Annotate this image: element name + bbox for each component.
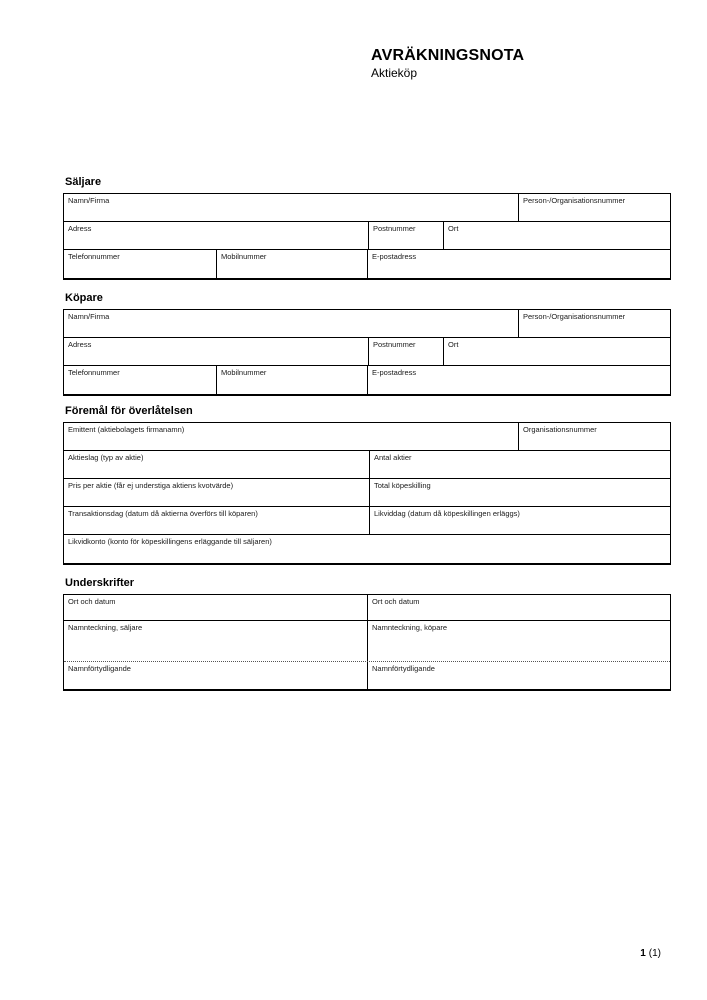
- foremal-transaktionsdag-label: Transaktionsdag (datum då aktierna överförs till köparen): [68, 509, 258, 518]
- foremal-emittent-label: Emittent (aktiebolagets firmanamn): [68, 425, 185, 434]
- table-row: [64, 507, 670, 535]
- kopare-telefon-label: Telefonnummer: [68, 368, 120, 377]
- table-row: [64, 194, 670, 222]
- kopare-person-org-field[interactable]: [519, 310, 670, 337]
- saljare-mobil-label: Mobilnummer: [221, 252, 267, 261]
- ort-datum-saljare-field[interactable]: [64, 595, 368, 620]
- namnfortydligande-saljare-label: Namnförtydligande: [68, 664, 131, 673]
- kopare-mobil-field[interactable]: [217, 366, 368, 394]
- saljare-adress-label: Adress: [68, 224, 92, 233]
- kopare-namn-firma-label: Namn/Firma: [68, 312, 110, 321]
- page-number-current: 1: [640, 948, 646, 959]
- foremal-aktieslag-field[interactable]: [64, 451, 370, 478]
- foremal-heading: Föremål för överlåtelsen: [65, 405, 193, 417]
- saljare-ort-field[interactable]: [444, 222, 670, 249]
- document-subtitle: Aktieköp: [371, 66, 418, 80]
- namnfortydligande-saljare-field[interactable]: [64, 662, 368, 689]
- namnteckning-saljare-field[interactable]: [64, 621, 368, 661]
- foremal-table: [63, 422, 671, 565]
- saljare-epost-label: E-postadress: [372, 252, 417, 261]
- foremal-orgnr-field[interactable]: [519, 423, 670, 450]
- foremal-likviddag-label: Likviddag (datum då köpeskillingen erläggs): [374, 509, 520, 518]
- foremal-likvidkonto-field[interactable]: [64, 535, 670, 563]
- saljare-person-org-label: Person-/Organisationsnummer: [523, 196, 626, 205]
- table-row: [64, 222, 670, 250]
- section-saljare: [63, 176, 671, 280]
- foremal-antal-aktier-field[interactable]: [370, 451, 670, 478]
- kopare-table: [63, 309, 671, 396]
- saljare-ort-label: Ort: [448, 224, 459, 233]
- kopare-heading: Köpare: [65, 292, 103, 304]
- foremal-likvidkonto-label: Likvidkonto (konto för köpeskillingens erläggande till säljaren): [68, 537, 272, 546]
- table-row: [64, 310, 670, 338]
- foremal-aktieslag-label: Aktieslag (typ av aktie): [68, 453, 144, 462]
- saljare-mobil-field[interactable]: [217, 250, 368, 278]
- underskrifter-heading: Underskrifter: [65, 577, 135, 589]
- page-number: [640, 948, 661, 960]
- namnteckning-kopare-field[interactable]: [368, 621, 670, 661]
- saljare-postnummer-field[interactable]: [369, 222, 444, 249]
- saljare-table: [63, 193, 671, 280]
- foremal-transaktionsdag-field[interactable]: [64, 507, 370, 534]
- kopare-postnummer-field[interactable]: [369, 338, 444, 365]
- table-row: [64, 662, 670, 689]
- section-kopare: [63, 292, 671, 396]
- kopare-person-org-label: Person-/Organisationsnummer: [523, 312, 626, 321]
- namnfortydligande-kopare-label: Namnförtydligande: [372, 664, 435, 673]
- page-number-total: (1): [648, 948, 661, 959]
- table-row: [64, 479, 670, 507]
- table-row: [64, 595, 670, 621]
- table-row: [64, 250, 670, 278]
- kopare-namn-firma-field[interactable]: [64, 310, 519, 337]
- foremal-total-kopeskilling-field[interactable]: [370, 479, 670, 506]
- foremal-likviddag-field[interactable]: [370, 507, 670, 534]
- table-row: [64, 451, 670, 479]
- saljare-heading: Säljare: [65, 176, 102, 188]
- foremal-total-kopeskilling-label: Total köpeskilling: [374, 481, 431, 490]
- kopare-ort-field[interactable]: [444, 338, 670, 365]
- table-row: [64, 621, 670, 662]
- kopare-mobil-label: Mobilnummer: [221, 368, 267, 377]
- namnteckning-saljare-label: Namnteckning, säljare: [68, 623, 143, 632]
- ort-datum-kopare-label: Ort och datum: [372, 597, 420, 606]
- kopare-epost-field[interactable]: [368, 366, 670, 394]
- namnfortydligande-kopare-field[interactable]: [368, 662, 670, 689]
- document-title: AVRÄKNINGSNOTA: [371, 47, 525, 64]
- table-row: [64, 423, 670, 451]
- underskrifter-table: [63, 594, 671, 691]
- table-row: [64, 338, 670, 366]
- kopare-adress-label: Adress: [68, 340, 92, 349]
- foremal-antal-aktier-label: Antal aktier: [374, 453, 412, 462]
- section-foremal: [63, 405, 671, 565]
- saljare-adress-field[interactable]: [64, 222, 369, 249]
- ort-datum-saljare-label: Ort och datum: [68, 597, 116, 606]
- table-row: [64, 366, 670, 394]
- saljare-namn-firma-label: Namn/Firma: [68, 196, 110, 205]
- saljare-namn-firma-field[interactable]: [64, 194, 519, 221]
- table-row: [64, 535, 670, 563]
- saljare-epost-field[interactable]: [368, 250, 670, 278]
- kopare-postnummer-label: Postnummer: [373, 340, 416, 349]
- saljare-person-org-field[interactable]: [519, 194, 670, 221]
- foremal-orgnr-label: Organisationsnummer: [523, 425, 597, 434]
- saljare-telefon-label: Telefonnummer: [68, 252, 120, 261]
- saljare-telefon-field[interactable]: [64, 250, 217, 278]
- kopare-telefon-field[interactable]: [64, 366, 217, 394]
- namnteckning-kopare-label: Namnteckning, köpare: [372, 623, 448, 632]
- ort-datum-kopare-field[interactable]: [368, 595, 670, 620]
- foremal-pris-per-aktie-field[interactable]: [64, 479, 370, 506]
- title-block: [371, 47, 524, 81]
- kopare-ort-label: Ort: [448, 340, 459, 349]
- kopare-epost-label: E-postadress: [372, 368, 417, 377]
- saljare-postnummer-label: Postnummer: [373, 224, 416, 233]
- section-underskrifter: [63, 577, 671, 691]
- kopare-adress-field[interactable]: [64, 338, 369, 365]
- foremal-pris-per-aktie-label: Pris per aktie (får ej understiga aktiens kvotvärde): [68, 481, 234, 490]
- foremal-emittent-field[interactable]: [64, 423, 519, 450]
